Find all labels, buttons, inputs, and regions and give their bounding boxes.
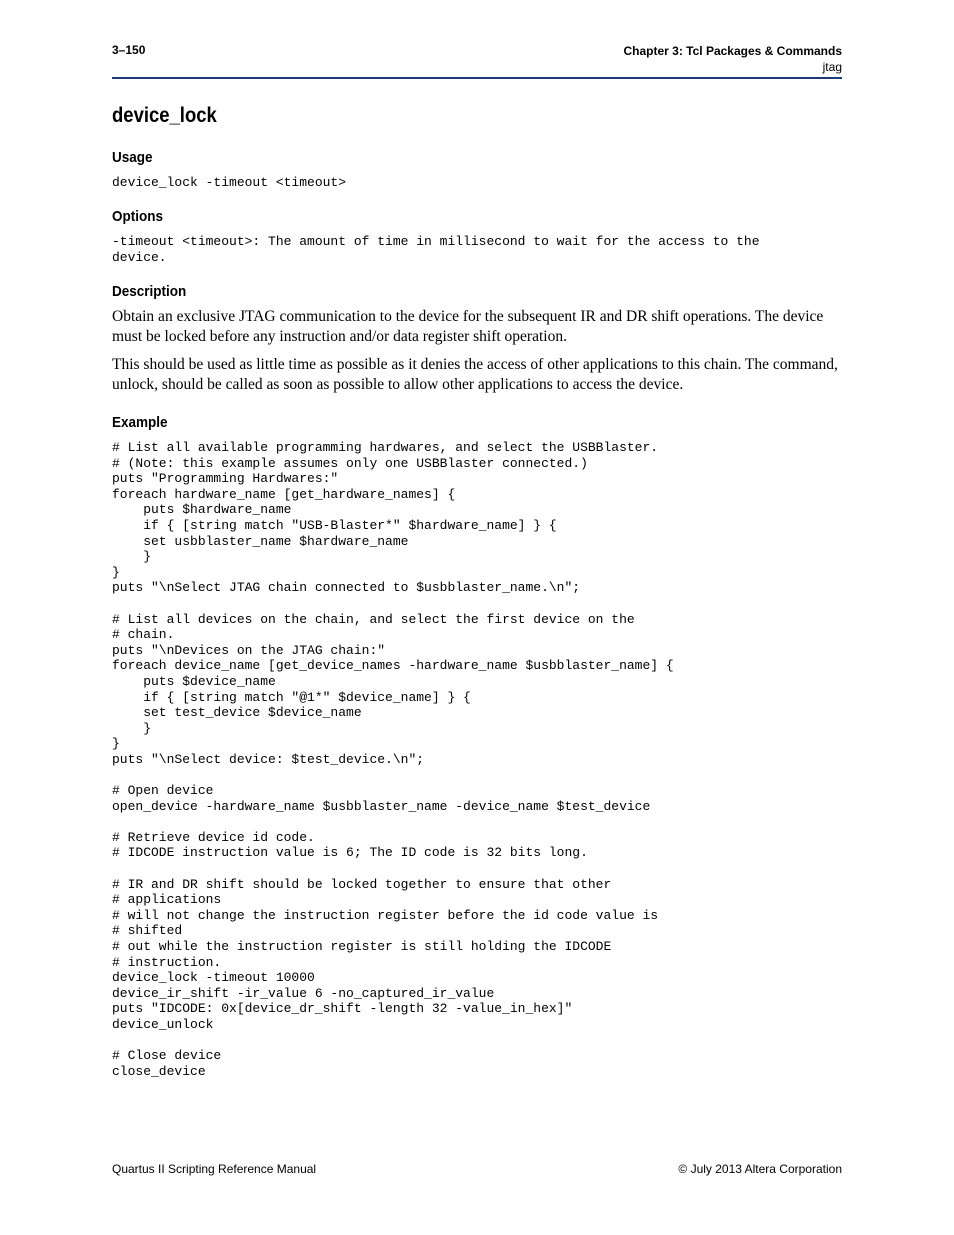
code-line: # Open device — [112, 783, 214, 799]
code-line: # will not change the instruction register before the id code value is — [112, 907, 659, 923]
options-text: -timeout <timeout>: The amount of time in millisecond to wait for the access to the device. — [112, 234, 760, 265]
code-line: } — [112, 720, 152, 736]
code-line: device_ir_shift -ir_value 6 -no_captured_ir_value — [112, 985, 495, 1001]
code-line: # shifted — [112, 923, 183, 939]
code-line: set test_device $device_name — [112, 705, 362, 721]
code-line: # IDCODE instruction value is 6; The ID code is 32 bits long. — [112, 845, 588, 861]
options-heading: Options — [112, 208, 164, 225]
code-line: } — [112, 564, 120, 580]
header-rule — [112, 77, 842, 79]
code-line: puts $hardware_name — [112, 502, 292, 518]
code-line: foreach hardware_name [get_hardware_names] { — [112, 486, 456, 502]
code-line: puts "\nSelect JTAG chain connected to $usbblaster_name.\n"; — [112, 580, 581, 596]
code-line: puts "\nSelect device: $test_device.\n"; — [112, 751, 425, 767]
section-name: jtag — [822, 60, 842, 74]
code-line: puts $device_name — [112, 673, 276, 689]
code-line: # Close device — [112, 1048, 222, 1064]
code-line: puts "\nDevices on the JTAG chain:" — [112, 642, 386, 658]
code-line: # applications — [112, 892, 222, 908]
code-line: if { [string match "@1*" $device_name] } { — [112, 689, 471, 705]
usage-heading: Usage — [112, 149, 153, 166]
description-heading: Description — [112, 283, 187, 300]
code-line: if { [string match "USB-Blaster*" $hardware_name] } { — [112, 517, 557, 533]
description-paragraph-2: This should be used as little time as possible as it denies the access of other applications to this chain. The command, unlock, should be called as soon as possible to allow other applications to access the device. — [112, 356, 838, 393]
running-header — [623, 43, 842, 75]
example-heading: Example — [112, 414, 168, 431]
code-line: # Retrieve device id code. — [112, 829, 315, 845]
code-line: puts "Programming Hardwares:" — [112, 471, 339, 487]
code-line — [112, 814, 674, 830]
code-line: close_device — [112, 1063, 206, 1079]
usage-syntax: device_lock -timeout <timeout> — [112, 175, 347, 190]
code-line — [112, 767, 674, 783]
code-line — [112, 1033, 674, 1049]
code-line: } — [112, 549, 152, 565]
code-line: # List all devices on the chain, and select the first device on the — [112, 611, 635, 627]
command-title: device_lock — [112, 104, 217, 127]
code-line: foreach device_name [get_device_names -hardware_name $usbblaster_name] { — [112, 658, 674, 674]
footer-copyright: © July 2013 Altera Corporation — [678, 1162, 842, 1176]
code-line: device_lock -timeout 10000 — [112, 970, 315, 986]
example-code — [112, 440, 674, 1079]
footer-manual-title: Quartus II Scripting Reference Manual — [112, 1162, 317, 1176]
code-line: # out while the instruction register is still holding the IDCODE — [112, 939, 612, 954]
code-line: # chain. — [112, 627, 175, 643]
code-line: # IR and DR shift should be locked together to ensure that other — [112, 876, 612, 892]
chapter-title: Chapter 3: Tcl Packages & Commands — [623, 44, 842, 58]
description-paragraph-1: Obtain an exclusive JTAG communication to the device for the subsequent IR and DR shift operations. The device must be locked before any instruction and/or data register shift operation. — [112, 308, 824, 345]
code-line: # (Note: this example assumes only one USBBlaster connected.) — [112, 455, 588, 471]
code-line: puts "IDCODE: 0x[device_dr_shift -length 32 -value_in_hex]" — [112, 1001, 573, 1017]
code-line: # instruction. — [112, 954, 222, 970]
code-line: device_unlock — [112, 1016, 214, 1032]
page-number: 3–150 — [112, 43, 146, 57]
code-line: set usbblaster_name $hardware_name — [112, 533, 409, 549]
code-line: open_device -hardware_name $usbblaster_name -device_name $test_device — [112, 798, 651, 814]
code-line — [112, 596, 674, 612]
code-line: } — [112, 736, 120, 752]
code-line — [112, 861, 674, 877]
code-line: # List all available programming hardwares, and select the USBBlaster. — [112, 440, 659, 455]
